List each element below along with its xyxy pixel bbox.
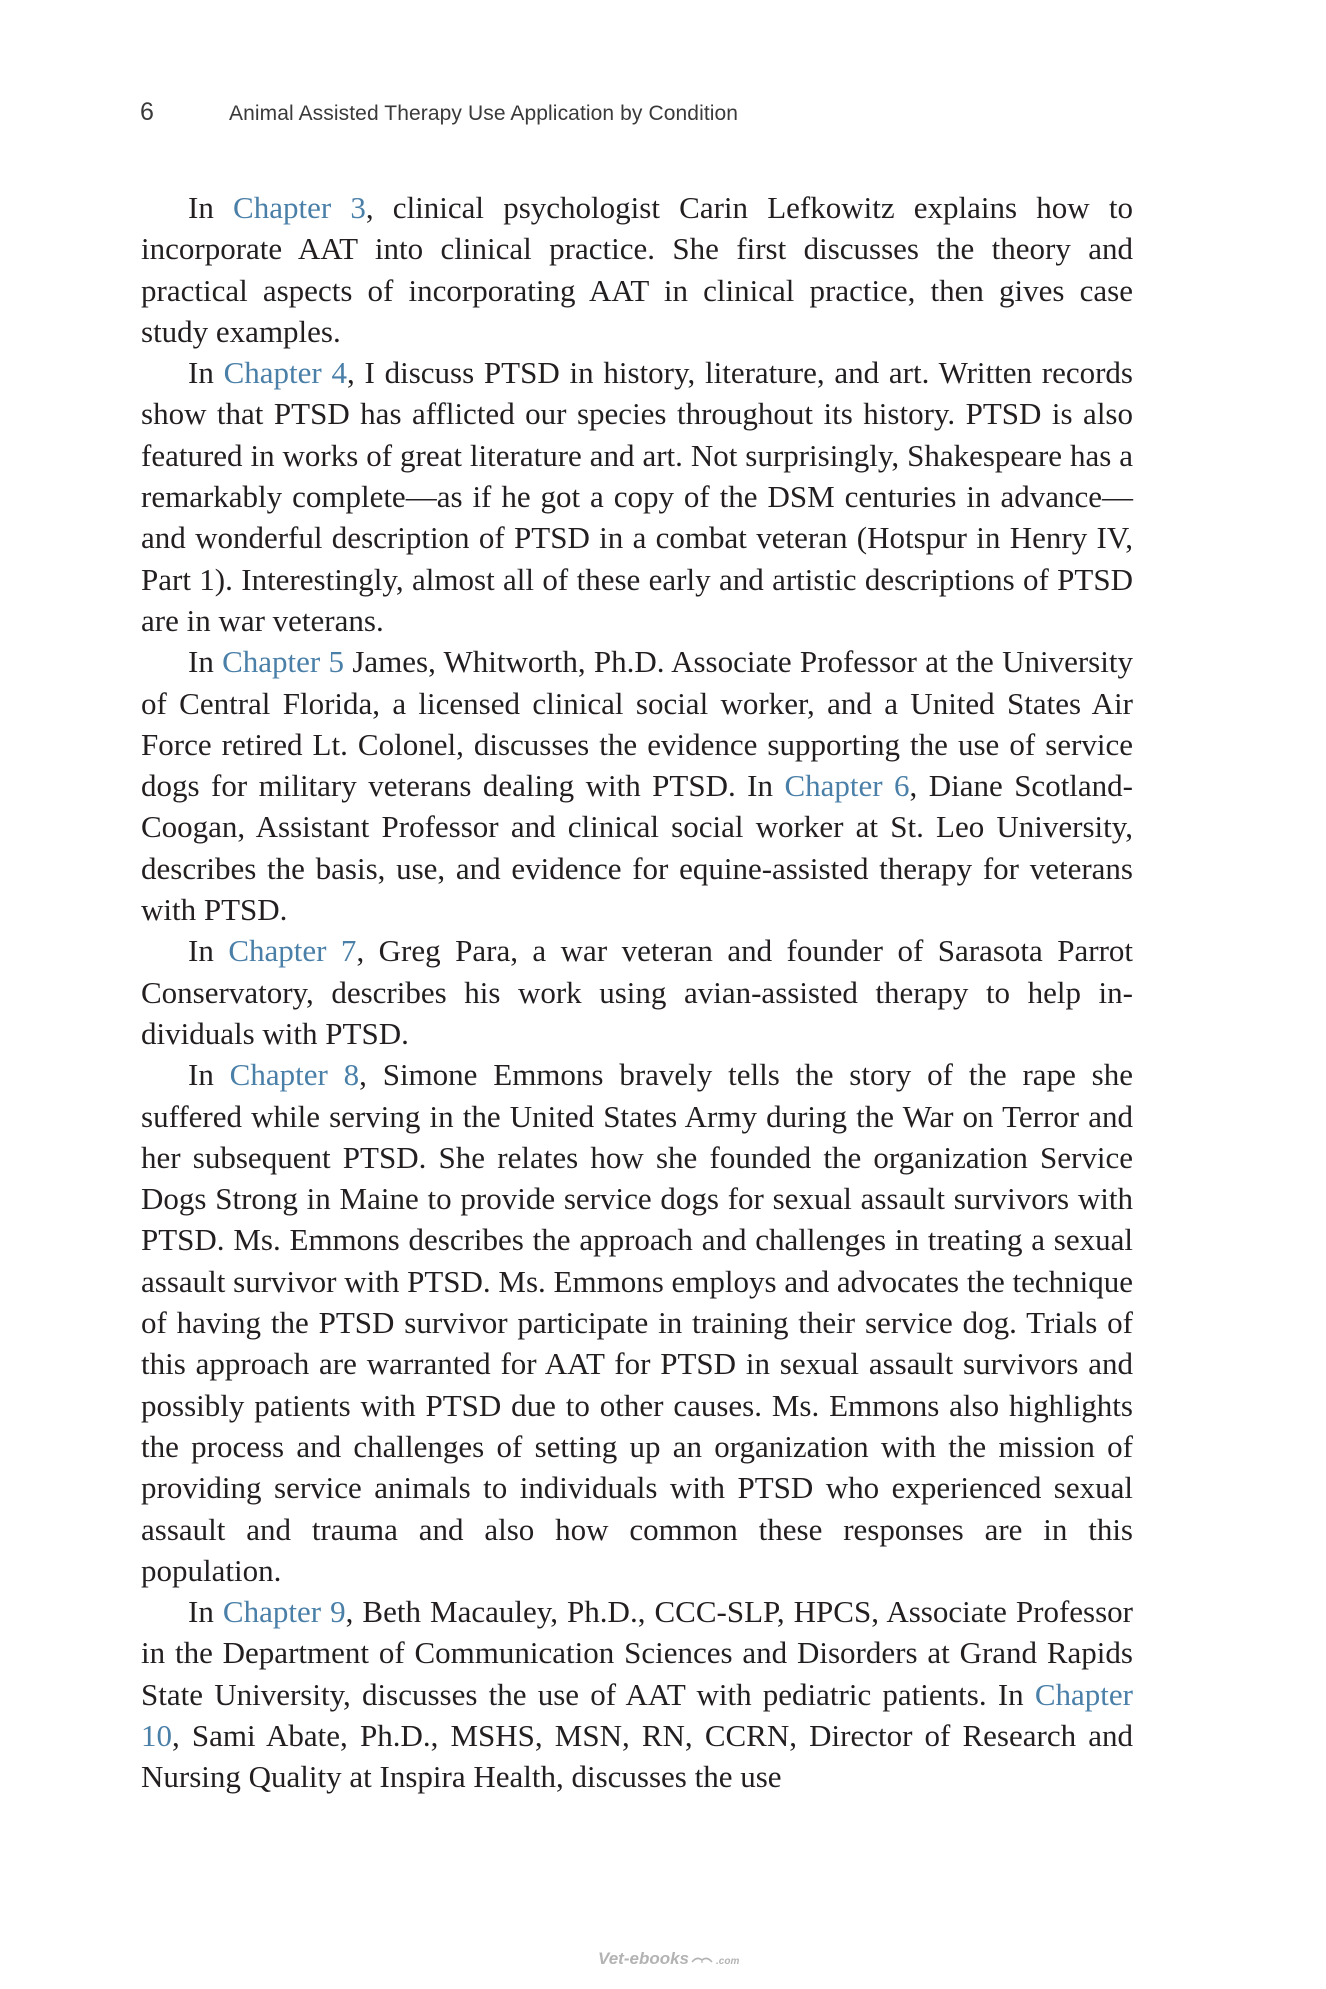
page-number: 6 (140, 98, 154, 126)
running-title: Animal Assisted Therapy Use Application by Condition (229, 102, 739, 125)
paragraph-lead: In (188, 1594, 223, 1630)
chapter-10-link[interactable]: Chapter 10 (141, 1676, 1133, 1753)
paragraph-lead: In (188, 355, 224, 391)
chapter-3-link[interactable]: Chapter 3 (233, 190, 366, 225)
watermark (598, 1949, 739, 1969)
chapter-5-link[interactable]: Chapter 5 (222, 644, 345, 680)
paragraph-lead: In (188, 644, 223, 680)
paragraph-text: , Sami Abate, Ph.D., MSHS, MSN, RN, CCRN, Director of Research and Nursing Quality at Inspira Health, discusses the use (141, 1717, 1133, 1795)
paragraph-text: , Beth Macauley, Ph.D., CCC-SLP, HPCS, Associate Professor in the Department of Communication Sciences and Disorders at Grand Rapids State University, discusses the use of AAT with pediatric patients. In (141, 1594, 1133, 1712)
chapter-8-link[interactable]: Chapter 8 (229, 1057, 360, 1093)
paragraph-lead: In (188, 933, 229, 969)
paragraph-text: James, Whitworth, Ph.D. Associate Professor at the University of Central Florida, a licensed clinical social worker, and a United States Air Force retired Lt. Colonel, discusses the evidence supporting the use of service dogs for military veterans dealing with PTSD. In (141, 644, 1133, 804)
paragraph-chapter-3 (141, 187, 1133, 352)
chapter-6-link[interactable]: Chapter 6 (784, 768, 910, 804)
paragraph-lead: In (188, 1057, 230, 1093)
paragraph-chapter-5 (141, 641, 1133, 930)
chapter-4-link[interactable]: Chapter 4 (223, 355, 347, 391)
paragraph-text: , I discuss PTSD in history, literature, and art. Written records show that PTSD has afflicted our species throughout its history. PTSD is also featured in works of great literature and art. Not surprisingly, Shakespeare has a remarkably complete—as if he got a copy of the DSM centuries in advance—and wonderful description of PTSD in a combat veteran (Hotspur in Henry IV, Part 1). Interestingly, almost all of these early and artistic descriptions of PTSD are in war veterans. (141, 355, 1133, 638)
paragraph-text: , Diane Scotland-Coogan, Assistant Professor and clinical social worker at St. Leo University, describes the basis, use, and evidence for equine-assisted therapy for veterans with PTSD. (141, 768, 1134, 928)
paragraph-chapter-8 (141, 1054, 1133, 1591)
page-header (140, 98, 738, 127)
watermark-domain: .com (716, 1956, 740, 1967)
book-icon (691, 1954, 713, 1964)
paragraph-text: , clinical psychologist Carin Lefkowitz explains how to incorporate AAT into clinical practice. She first discusses the theory and practical aspects of incorporating AAT in clinical practice, then gives case study examples. (141, 190, 1133, 349)
paragraph-chapter-4 (141, 352, 1133, 641)
paragraph-chapter-7 (141, 930, 1133, 1054)
chapter-9-link[interactable]: Chapter 9 (222, 1594, 346, 1630)
watermark-text: Vet-ebooks (598, 1949, 690, 1968)
chapter-7-link[interactable]: Chapter 7 (228, 933, 357, 969)
body-text (141, 187, 1133, 1798)
paragraph-text: , Simone Emmons bravely tells the story of the rape she suffered while serving in the United States Army during the War on Terror and her subsequent PTSD. She relates how she founded the organization Service Dogs Strong in Maine to provide service dogs for sexual assault survivors with PTSD. Ms. Emmons describes the approach and challenges in treating a sexual assault survivor with PTSD. Ms. Emmons employs and advocates the technique of having the PTSD survivor participate in training their service dog. Trials of this approach are warranted for AAT for PTSD in sexual assault survivors and possibly patients with PTSD due to other causes. Ms. Emmons also highlights the process and challenges of setting up an organization with the mission of providing service animals to individuals with PTSD who experienced sexual assault and trauma and also how common these responses are in this population. (141, 1057, 1133, 1588)
paragraph-text: , Greg Para, a war veteran and founder of Sarasota Parrot Conservatory, describes his work using avian-assisted therapy to help individuals with PTSD. (141, 933, 1134, 1051)
paragraph-lead: In (188, 190, 234, 225)
paragraph-chapter-9 (141, 1591, 1133, 1797)
